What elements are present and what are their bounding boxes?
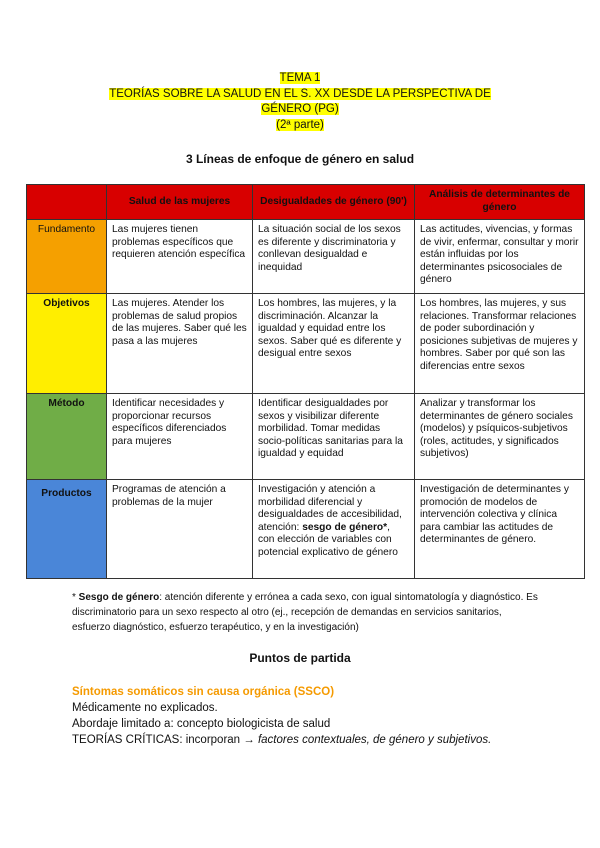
table-cell: Programas de atención a problemas de la mujer [107, 480, 253, 579]
topic-part: (2ª parte) [276, 118, 324, 131]
table-cell: Las actitudes, vivencias, y formas de vivir, enfermar, consultar y morir están influidas por los determinantes psicosociales de género [415, 220, 585, 294]
row-label-productos: Productos [27, 480, 107, 579]
table-corner-cell [27, 185, 107, 220]
topic-title-line1: TEORÍAS SOBRE LA SALUD EN EL S. XX DESDE LA PERSPECTIVA DE [109, 87, 491, 100]
column-header-salud-mujeres: Salud de las mujeres [107, 185, 253, 220]
row-label-fundamento: Fundamento [27, 220, 107, 294]
gender-approaches-table [26, 184, 585, 579]
table-cell: Los hombres, las mujeres, y sus relaciones. Transformar relaciones de poder subordinación y posiciones subjetivas de mujeres y hombres. Saber por qué son las diferencias entre sexos [415, 294, 585, 394]
table-cell: Los hombres, las mujeres, y la discriminación. Alcanzar la igualdad y equidad entre los sexos. Saber qué es diferente y desigual entre sexos [253, 294, 415, 394]
table-cell: Investigación de determinantes y promoción de modelos de intervención colectiva y clínica para cambiar las actitudes de determinantes de género. [415, 480, 585, 579]
table-cell: La situación social de los sexos es diferente y discriminatoria y conllevan desigualdad e inequidad [253, 220, 415, 294]
row-label-metodo: Método [27, 394, 107, 480]
footnote [72, 590, 542, 635]
table-row-metodo [27, 394, 585, 480]
ssco-italic: factores contextuales, de género y subjetivos. [257, 734, 492, 746]
subsection-title: Puntos de partida [249, 651, 351, 665]
row-label-objetivos: Objetivos [27, 294, 107, 394]
document-header [0, 71, 600, 133]
table-cell: Identificar desigualdades por sexos y visibilizar diferente morbilidad. Tomar medidas socio-políticas sanitarias para la igualdad y equidad [253, 394, 415, 480]
ssco-line [72, 732, 572, 748]
section-title: 3 Líneas de enfoque de género en salud [185, 152, 415, 166]
table-cell: Las mujeres. Atender los problemas de salud propios de las mujeres. Saber qué les pasa a las mujeres [107, 294, 253, 394]
column-header-determinantes: Análisis de determinantes de género [415, 185, 585, 220]
ssco-lead: TEORÍAS CRÍTICAS: incorporan → [72, 734, 258, 746]
table-row-fundamento [27, 220, 585, 294]
ssco-title: Síntomas somáticos sin causa orgánica (SSCO) [72, 686, 335, 698]
table-cell: Las mujeres tienen problemas específicos que requieren atención específica [107, 220, 253, 294]
table-header-row [27, 185, 585, 220]
ssco-line: Médicamente no explicados. [72, 702, 218, 714]
ssco-line: Abordaje limitado a: concepto biologicista de salud [72, 718, 331, 730]
table-cell-products-desigualdades [253, 480, 415, 579]
table-cell: Identificar necesidades y proporcionar recursos específicos diferenciados para mujeres [107, 394, 253, 480]
topic-title-line2: GÉNERO (PG) [261, 103, 339, 115]
ssco-block [72, 684, 572, 748]
column-header-desigualdades: Desigualdades de género (90') [253, 185, 415, 220]
table-row-objetivos [27, 294, 585, 394]
footnote-mark: * [72, 592, 79, 603]
footnote-term: Sesgo de género [78, 592, 160, 603]
cell-bold-term: sesgo de género* [302, 521, 388, 533]
topic-number: TEMA 1 [279, 72, 321, 84]
cell-text: , con elección de variables con potencial explicativo de género [258, 521, 398, 558]
footnote-text: : atención diferente y errónea a cada sexo, con igual sintomatología y diagnóstico. Es discriminatorio para un sexo respecto al otro (ej., recepción de demandas en servicios sanitarios, esfuerzo diagnóstico, esfuerzo terapéutico, y en la investigación) [72, 592, 538, 633]
cell-text: Investigación y atención a morbilidad diferencial y desigualdades de accesibilidad, atención: [258, 484, 402, 533]
table-row-productos [27, 480, 585, 579]
table-cell: Analizar y transformar los determinantes de género sociales (modelos) y psíquicos-subjetivos (roles, actitudes, y significados subjetivos) [415, 394, 585, 480]
